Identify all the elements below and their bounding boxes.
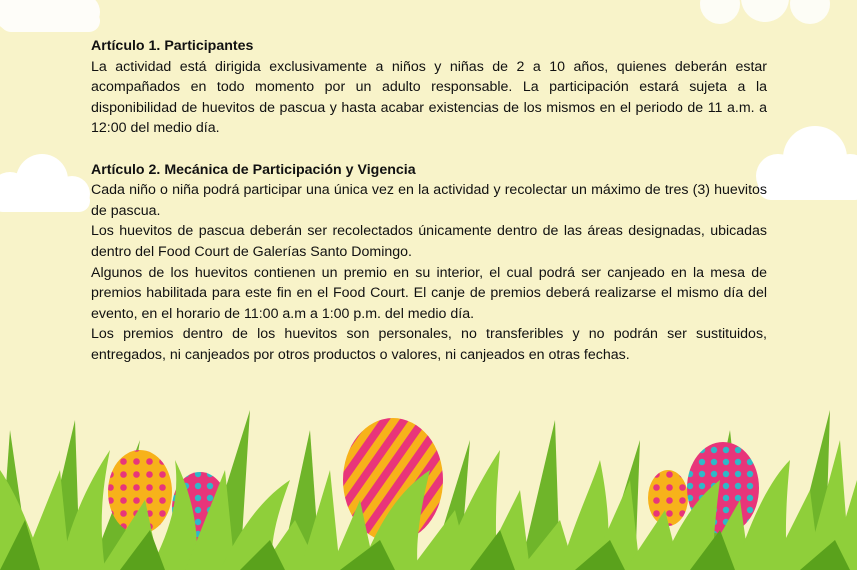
cloud-top-right-icon [690, 0, 850, 30]
cloud-top-left-icon [0, 0, 110, 40]
article-1-title: Artículo 1. Participantes [91, 38, 254, 54]
grass-and-eggs-illustration [0, 370, 857, 570]
article-2-paragraph: Cada niño o niña podrá participar una única vez en la actividad y recolectar un máximo de tres (3) huevitos de pascua. [91, 182, 767, 219]
section-spacer [91, 139, 767, 160]
article-2-paragraph: Algunos de los huevitos contienen un premio en su interior, el cual podrá ser canjeado en la mesa de premios habilitada para este fin en el Food Court. El canje de premios deberá realizarse el mismo día del evento, en el horario de 11:00 a.m a 1:00 p.m. del medio día. [91, 264, 767, 322]
egg-small-yellow-icon [648, 470, 688, 526]
article-1 [91, 36, 767, 139]
cloud-left-icon [0, 150, 100, 220]
article-1-paragraph: La actividad está dirigida exclusivamente a niños y niñas de 2 a 10 años, quienes deberán estar acompañados en todo momento por un adulto responsable. La participación estará sujeta a la disponibilidad de huevitos de pascua y hasta acabar existencias de los mismos en el periodo de 11 a.m. a 12:00 del medio día. [91, 58, 767, 137]
document-body [91, 36, 767, 366]
article-2-paragraph: Los premios dentro de los huevitos son personales, no transferibles y no podrán ser sustituidos, entregados, ni canjeados por otros productos o valores, ni canjeados en otras fechas. [91, 326, 767, 363]
article-2-title: Artículo 2. Mecánica de Participación y Vigencia [91, 161, 416, 178]
article-2-paragraph: Los huevitos de pascua deberán ser recolectados únicamente dentro de las áreas designadas, ubicadas dentro del Food Court de Galerías Santo Domingo. [91, 223, 767, 260]
article-2 [91, 160, 767, 366]
